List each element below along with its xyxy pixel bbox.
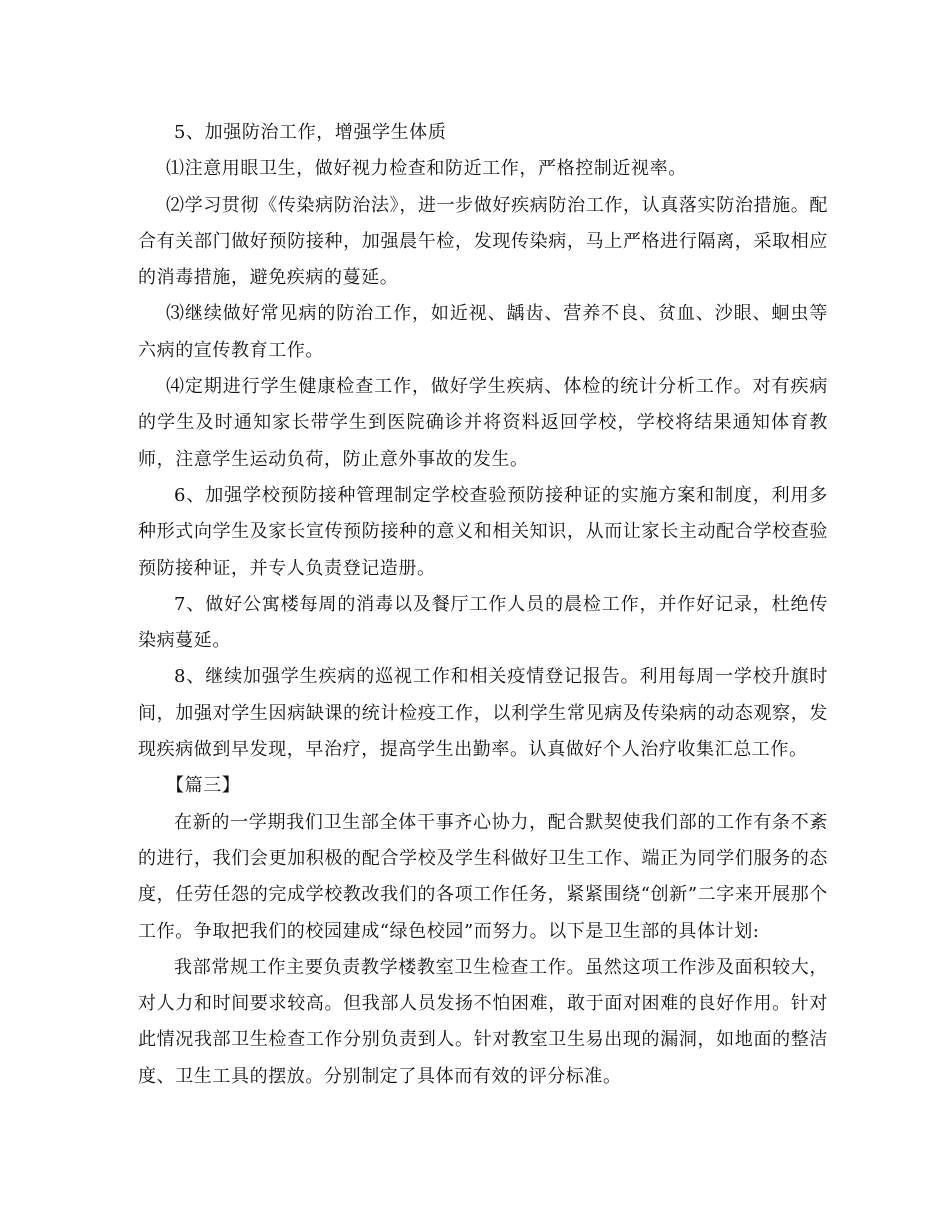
paragraph-section-6: 6、加强学校预防接种管理制定学校查验预防接种证的实施方案和制度，利用多种形式向学生及家长宣传预防接种的意义和相关知识，从而让家长主动配合学校查验预防接种证，并专人负责登记造册。	[138, 484, 828, 579]
paragraph-routine-work: 我部常规工作主要负责教学楼教室卫生检查工作。虽然这项工作涉及面积较大，对人力和时间要求较高。但我部人员发扬不怕困难，敢于面对困难的良好作用。针对此情况我部卫生检查工作分别负责到人。针对教室卫生易出现的漏洞，如地面的整洁度、卫生工具的摆放。分别制定了具体而有效的评分标准。	[138, 956, 828, 1087]
paragraph-section-7: 7、做好公寓楼每周的消毒以及餐厅工作人员的晨检工作，并作好记录，杜绝传染病蔓延。	[138, 593, 828, 652]
paragraph-intro: 在新的一学期我们卫生部全体干事齐心协力，配合默契使我们部的工作有条不紊的进行，我们会更加积极的配合学校及学生科做好卫生工作、端正为同学们服务的态度，任劳任怨的完成学校教改我们的各项工作任务，紧紧围绕“创新”二字来开展那个工作。争取把我们的校园建成“绿色校园”而努力。以下是卫生部的具体计划:	[138, 811, 828, 942]
paragraph-section-8: 8、继续加强学生疾病的巡视工作和相关疫情登记报告。利用每周一学校升旗时间，加强对学生因病缺课的统计检疫工作，以利学生常见病及传染病的动态观察，发现疾病做到早发现，早治疗，提高学生出勤率。认真做好个人治疗收集汇总工作。	[138, 666, 828, 761]
section-heading-5: 5、加强防治工作，增强学生体质	[174, 122, 447, 143]
paragraph-item-2: ⑵学习贯彻《传染病防治法》，进一步做好疾病防治工作，认真落实防治措施。配合有关部门做好预防接种，加强晨午检，发现传染病，马上严格进行隔离，采取相应的消毒措施，避免疾病的蔓延。	[138, 194, 828, 289]
paragraph-item-1: ⑴注意用眼卫生，做好视力检查和防近工作，严格控制近视率。	[166, 158, 687, 180]
paragraph-item-3: ⑶继续做好常见病的防治工作，如近视、龋齿、营养不良、贫血、沙眼、蛔虫等六病的宣传教育工作。	[138, 303, 828, 361]
document-page	[138, 115, 828, 1095]
paragraph-item-4: ⑷定期进行学生健康检查工作，做好学生疾病、体检的统计分析工作。对有疾病的学生及时通知家长带学生到医院确诊并将资料返回学校，学校将结果通知体育教师，注意学生运动负荷，防止意外事故的发生。	[138, 376, 828, 470]
part-three-heading: 【篇三】	[166, 775, 241, 797]
